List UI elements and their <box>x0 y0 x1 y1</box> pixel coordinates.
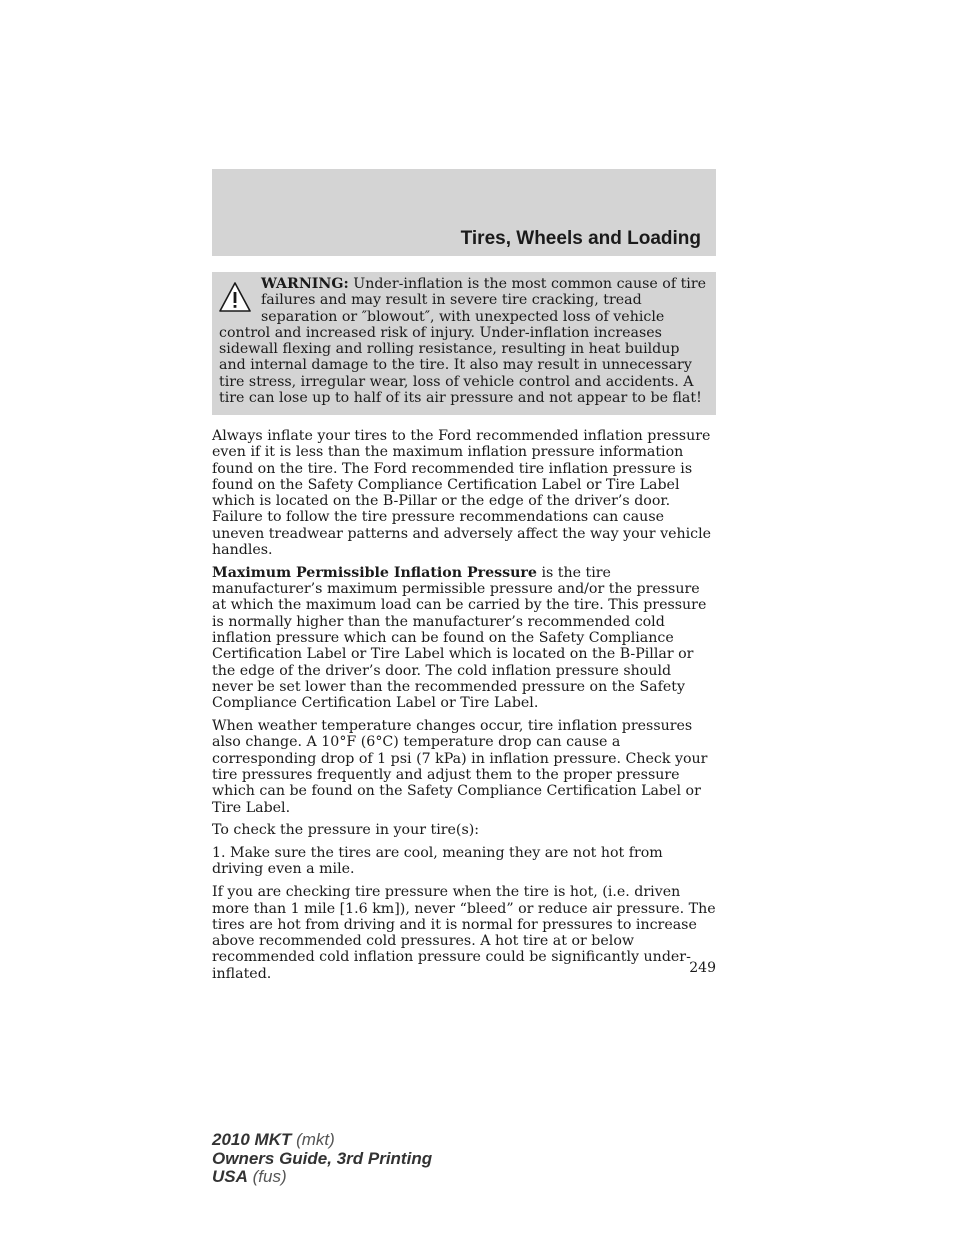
page-number: 249 <box>689 960 716 976</box>
warning-text: Under-inflation is the most common cause of tire failures and may result in severe tire cracking, tread separation or ″blowout″, with unexpected loss of vehicle control and increased risk of injury. Under-inflation increases sidewall flexing and rolling resistance, resulting in heat buildup and internal damage to the tire. It also may result in unnecessary tire stress, irregular wear, loss of vehicle control and accidents. A tire can lose up to half of its air pressure and not appear to be flat! <box>219 276 707 407</box>
paragraph-check-intro: To check the pressure in your tire(s): <box>212 822 480 839</box>
paragraph-inflate-recommended: Always inflate your tires to the Ford recommended inflation pressure even if it is less than the maximum inflation pressure information found on the tire. The Ford recommended tire inflation pressure is found on the Safety Compliance Certification Label or Tire Label which is located on the B-Pillar or the edge of the driver’s door. Failure to follow the tire pressure recommendations can cause uneven treadwear patterns and adversely affect the way your vehicle handles. <box>212 428 712 559</box>
footer-model-line: 2010 MKT (mkt) <box>212 1130 335 1149</box>
paragraph-max-pressure <box>212 565 716 712</box>
footer-region-line: USA (fus) <box>212 1167 287 1186</box>
section-header-band <box>212 169 716 256</box>
warning-label: WARNING: <box>261 276 349 292</box>
section-title: Tires, Wheels and Loading <box>460 228 701 249</box>
body-content <box>212 428 716 989</box>
step-1: 1. Make sure the tires are cool, meaning they are not hot from driving even a mile. <box>212 845 663 878</box>
warning-triangle-icon <box>219 281 251 313</box>
term-max-permissible-pressure: Maximum Permissible Inflation Pressure <box>212 564 537 581</box>
document-footer <box>212 1131 432 1187</box>
paragraph-temperature-change: When weather temperature changes occur, tire inflation pressures also change. A 10°F (6°C) temperature drop can cause a corresponding drop of 1 psi (7 kPa) in inflation pressure. Check your tire pressures frequently and adjust them to the proper pressure which can be found on the Safety Compliance Certification Label or Tire Label. <box>212 718 708 816</box>
paragraph-hot-tire: If you are checking tire pressure when the tire is hot, (i.e. driven more than 1 mile [1.6 km]), never “bleed” or reduce air pressure. The tires are hot from driving and it is normal for pressures to increase above recommended cold pressures. A hot tire at or below recommended cold inflation pressure could be significantly under-inflated. <box>212 884 716 982</box>
footer-printing-line: Owners Guide, 3rd Printing <box>212 1148 433 1168</box>
paragraph-max-pressure-text: is the tire manufacturer’s maximum permissible pressure and/or the pressure at which the maximum load can be carried by the tire. This pressure is normally higher than the manufacturer’s recommended cold inflation pressure which can be found on the Safety Compliance Certification Label or Tire Label which is located on the B-Pillar or the edge of the driver’s door. The cold inflation pressure should never be set lower than the recommended pressure on the Safety Compliance Certification Label or Tire Label. <box>212 564 707 712</box>
warning-box <box>212 272 716 415</box>
